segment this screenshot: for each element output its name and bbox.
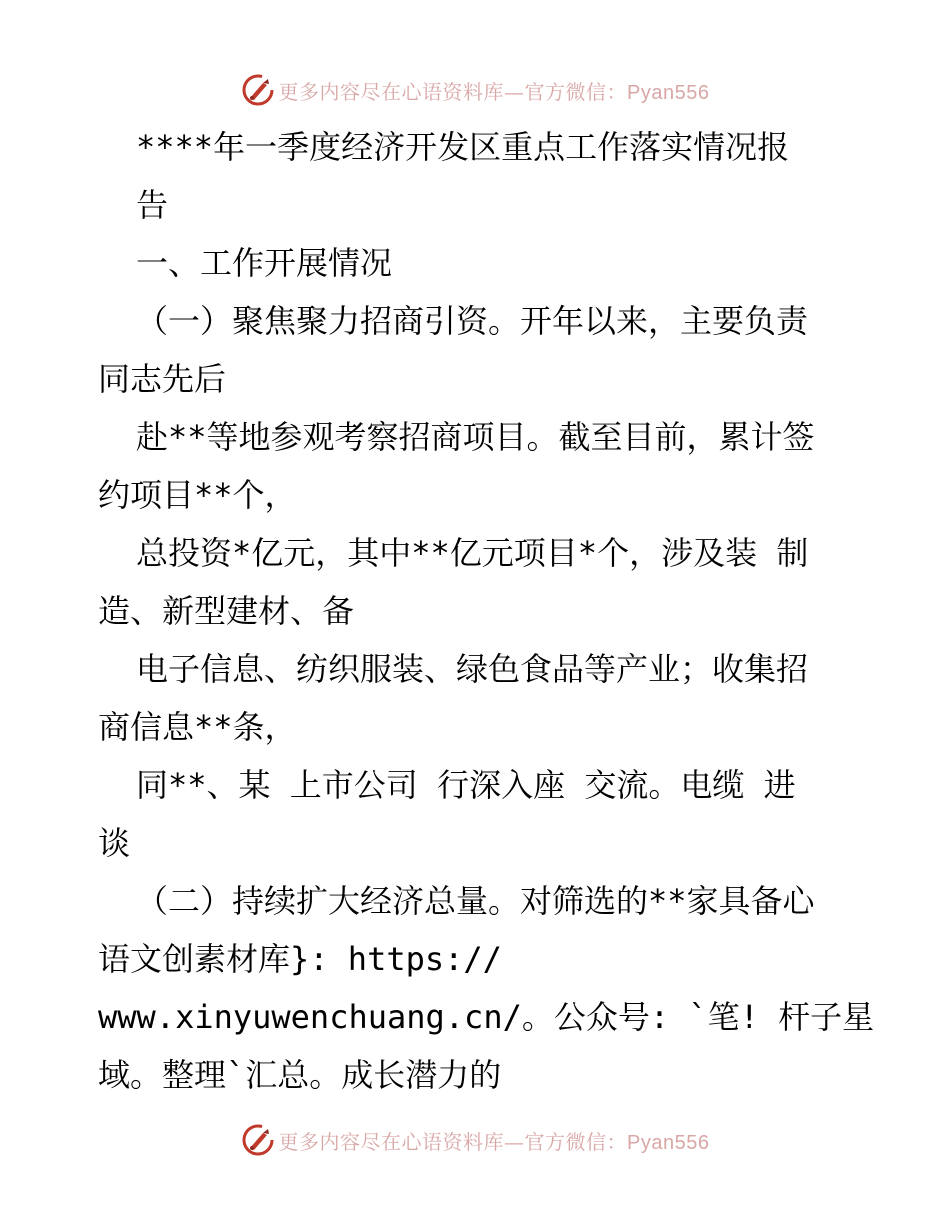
document-line: 同**、某 上市公司 行深入座 交流。电缆 进 xyxy=(136,766,796,804)
document-line: www.xinyuwenchuang.cn/。公众号: `笔! 杆子星 xyxy=(98,998,875,1036)
footer-banner-text: 更多内容尽在心语资料库—官方微信：Pyan556 xyxy=(278,1129,710,1154)
footer-wechat-id: Pyan556 xyxy=(627,1131,710,1154)
document-line: 谈 xyxy=(98,824,131,862)
document-line: 约项目**个， xyxy=(98,476,297,514)
document-line: ****年一季度经济开发区重点工作落实情况报 xyxy=(136,128,790,166)
header-watermark-banner xyxy=(0,68,950,112)
document-line: 电子信息、纺织服装、绿色食品等产业；收集招 xyxy=(136,650,809,688)
header-banner-text: 更多内容尽在心语资料库—官方微信：Pyan556 xyxy=(278,79,710,104)
document-body xyxy=(98,118,875,1104)
document-line: 同志先后 xyxy=(98,360,227,398)
document-line: 造、新型建材、备 xyxy=(98,592,355,630)
document-line: 域。整理`汇总。成长潜力的 xyxy=(98,1056,502,1094)
document-line: 语文创素材库}: https:// xyxy=(98,940,502,978)
document-line: 一、工作开展情况 xyxy=(136,244,393,282)
quill-pen-logo-icon xyxy=(241,1123,275,1157)
document-line: （一）聚焦聚力招商引资。开年以来，主要负责 xyxy=(136,302,809,340)
document-line: 赴**等地参观考察招商项目。截至目前，累计签 xyxy=(136,418,815,456)
footer-watermark-banner xyxy=(0,1118,950,1162)
document-line: 总投资*亿元，其中**亿元项目*个，涉及装 制 xyxy=(136,534,809,572)
document-line: 告 xyxy=(136,186,169,224)
header-wechat-id: Pyan556 xyxy=(627,81,710,104)
quill-pen-logo-icon xyxy=(241,73,275,107)
document-line: （二）持续扩大经济总量。对筛选的**家具备心 xyxy=(136,882,815,920)
document-line: 商信息**条， xyxy=(98,708,297,746)
